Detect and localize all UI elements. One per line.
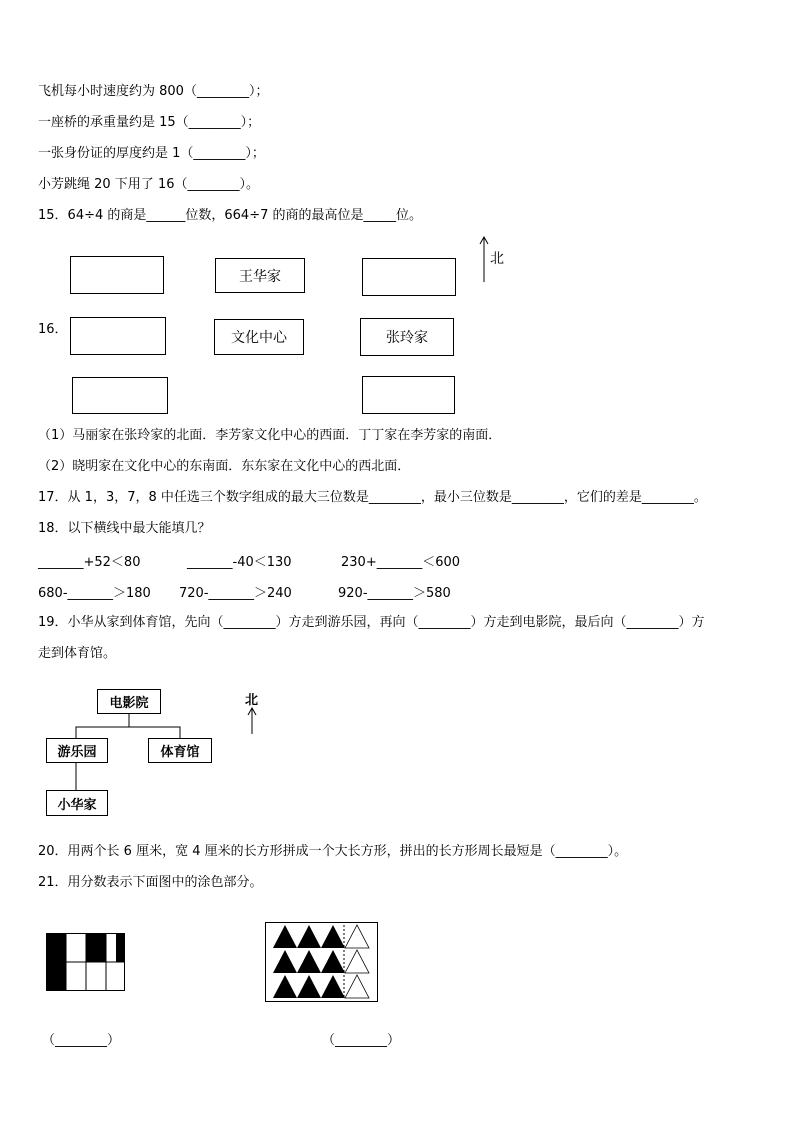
park-box: 游乐园	[46, 738, 108, 763]
q18-blank-d: 680-_______＞180	[38, 586, 151, 601]
gym-box: 体育馆	[148, 738, 212, 763]
question-16-part-2: （2）晓明家在文化中心的东南面．东东家在文化中心的西北面．	[38, 459, 411, 474]
home-box: 小华家	[46, 790, 108, 816]
fraction-grid-figure	[46, 933, 126, 993]
triangle	[273, 975, 297, 998]
question-15: 15．64÷4 的商是______位数，664÷7 的商的最高位是_____位。	[38, 208, 422, 223]
question-17: 17．从 1，3，7，8 中任选三个数字组成的最大三位数是________，最小三位数是________，它们的差是________。	[38, 490, 707, 505]
north-arrow-19	[246, 707, 258, 735]
triangle	[321, 975, 345, 998]
q18-blank-c: 230+_______＜600	[341, 555, 461, 570]
wanghua-box: 王华家	[215, 258, 305, 293]
q18-blank-f: 920-_______＞580	[338, 586, 451, 601]
triangle	[321, 950, 345, 973]
q14-line-3: 一张身份证的厚度约是 1（________）；	[38, 146, 265, 161]
question-18: 18．以下横线中最大能填几？	[38, 521, 211, 536]
north-label-19: 北	[245, 693, 259, 708]
question-16-number: 16．	[38, 322, 68, 337]
question-21: 21．用分数表示下面图中的涂色部分。	[38, 875, 263, 890]
triangle	[273, 925, 297, 948]
q18-blank-a: _______+52＜80	[38, 555, 141, 570]
zhangling-box: 张玲家	[360, 318, 454, 356]
triangle	[345, 925, 369, 948]
triangle	[321, 925, 345, 948]
triangle	[345, 975, 369, 998]
answer-blank-1: （________）	[42, 1033, 121, 1048]
q14-line-1: 飞机每小时速度约为 800（________）；	[38, 84, 269, 99]
triangle	[345, 950, 369, 973]
triangle	[273, 950, 297, 973]
q14-line-4: 小芳跳绳 20 下用了 16（________）。	[38, 177, 259, 192]
question-16-part-1: （1）马丽家在张玲家的北面．李芳家文化中心的西面．丁丁家在李芳家的南面．	[38, 428, 502, 443]
triangle	[297, 925, 321, 948]
north-label-16: 北	[490, 251, 504, 267]
center-box: 文化中心	[214, 319, 304, 355]
q14-line-2: 一座桥的承重量约是 15（________）；	[38, 115, 261, 130]
triangle	[297, 950, 321, 973]
q18-blank-e: 720-_______＞240	[179, 586, 292, 601]
fraction-triangle-figure	[265, 922, 380, 1004]
answer-blank-2: （________）	[322, 1033, 401, 1048]
triangle	[297, 975, 321, 998]
question-19-line-2: 走到体育馆。	[38, 646, 117, 661]
question-20: 20．用两个长 6 厘米，宽 4 厘米的长方形拼成一个大长方形，拼出的长方形周长最短是（________）。	[38, 844, 628, 859]
cinema-box: 电影院	[97, 689, 161, 714]
question-19-line-1: 19．小华从家到体育馆，先向（________）方走到游乐园，再向（________）方走到电影院，最后向（________）方	[38, 615, 705, 630]
q18-blank-b: _______-40＜130	[187, 555, 292, 570]
